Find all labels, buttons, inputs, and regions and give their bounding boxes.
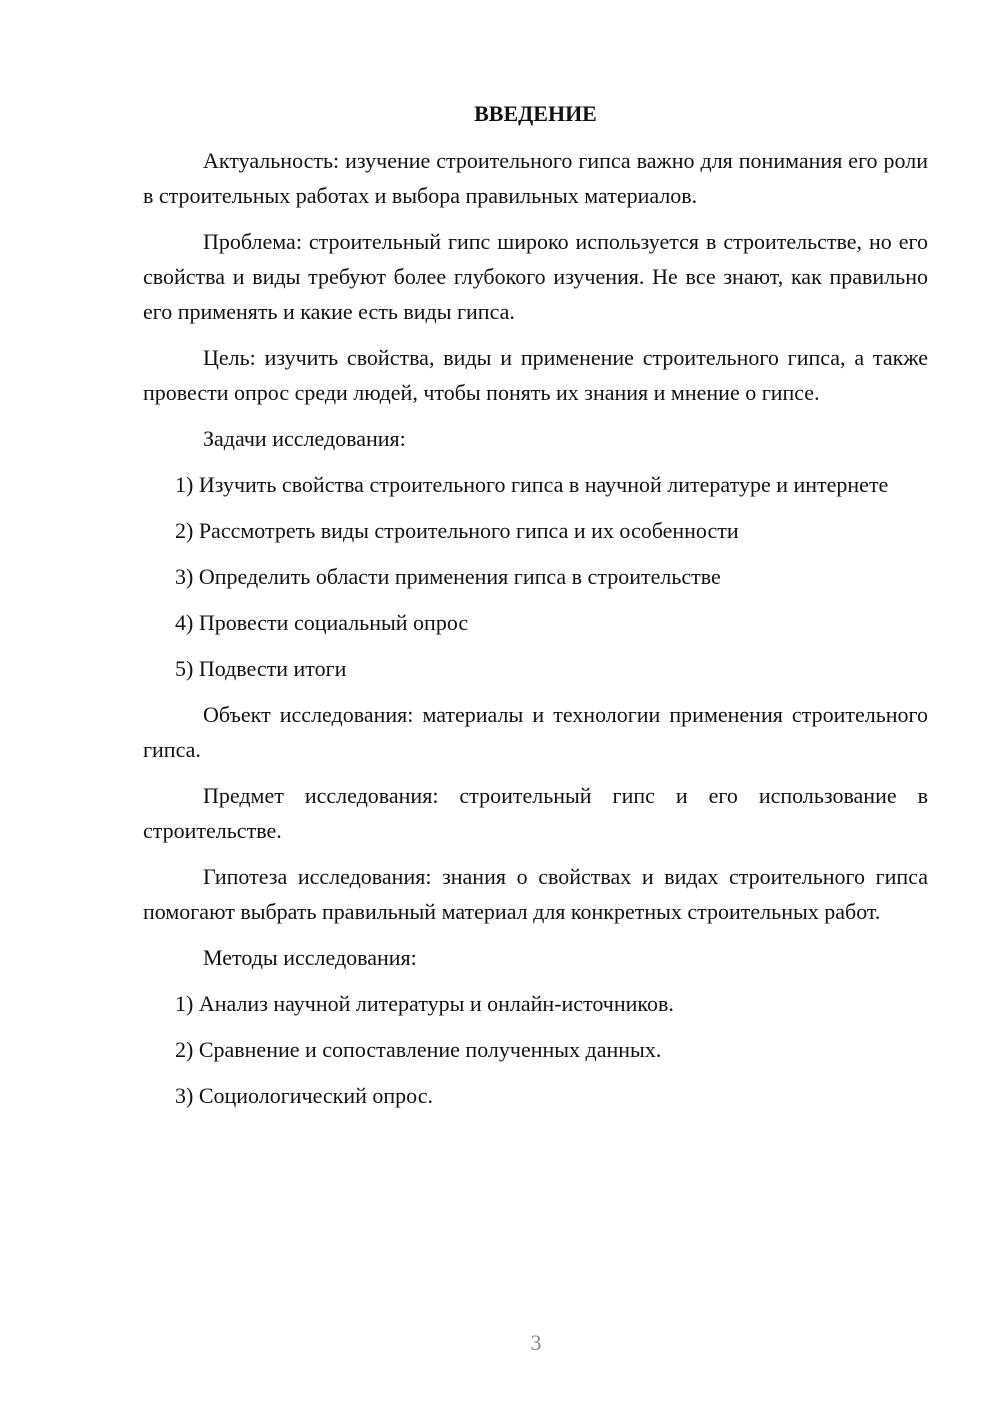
methods-title: Методы исследования: [203,945,417,970]
object-paragraph: Объект исследования: материалы и технологии применения строительного гипса. [143,702,928,762]
task-item-2: 2) Рассмотреть виды строительного гипса и их особенности [175,518,739,543]
section-heading: ВВЕДЕНИЕ [474,101,597,126]
tasks-title: Задачи исследования: [203,426,406,451]
document-page [143,96,928,1124]
actuality-paragraph: Актуальность: изучение строительного гипса важно для понимания его роли в строительных работах и выбора правильных материалов. [143,148,928,208]
page-number: 3 [530,1330,542,1355]
task-item-3: 3) Определить области применения гипса в строительстве [175,564,721,589]
hypothesis-paragraph: Гипотеза исследования: знания о свойствах и видах строительного гипса помогают выбрать правильный материал для конкретных строительных работ. [143,864,928,924]
method-item-3: 3) Социологический опрос. [175,1083,433,1108]
subject-paragraph: Предмет исследования: строительный гипс и его использование в строительстве. [143,783,928,843]
problem-paragraph: Проблема: строительный гипс широко используется в строительстве, но его свойства и виды требуют более глубокого изучения. Не все знают, как правильно его применять и какие есть виды гипса. [143,229,928,324]
method-item-2: 2) Сравнение и сопоставление полученных данных. [175,1037,662,1062]
goal-paragraph: Цель: изучить свойства, виды и применение строительного гипса, а также провести опрос среди людей, чтобы понять их знания и мнение о гипсе. [143,345,928,405]
task-item-5: 5) Подвести итоги [175,656,347,681]
task-item-1: 1) Изучить свойства строительного гипса в научной литературе и интернете [175,472,889,497]
task-item-4: 4) Провести социальный опрос [175,610,469,635]
method-item-1: 1) Анализ научной литературы и онлайн-источников. [175,991,674,1016]
